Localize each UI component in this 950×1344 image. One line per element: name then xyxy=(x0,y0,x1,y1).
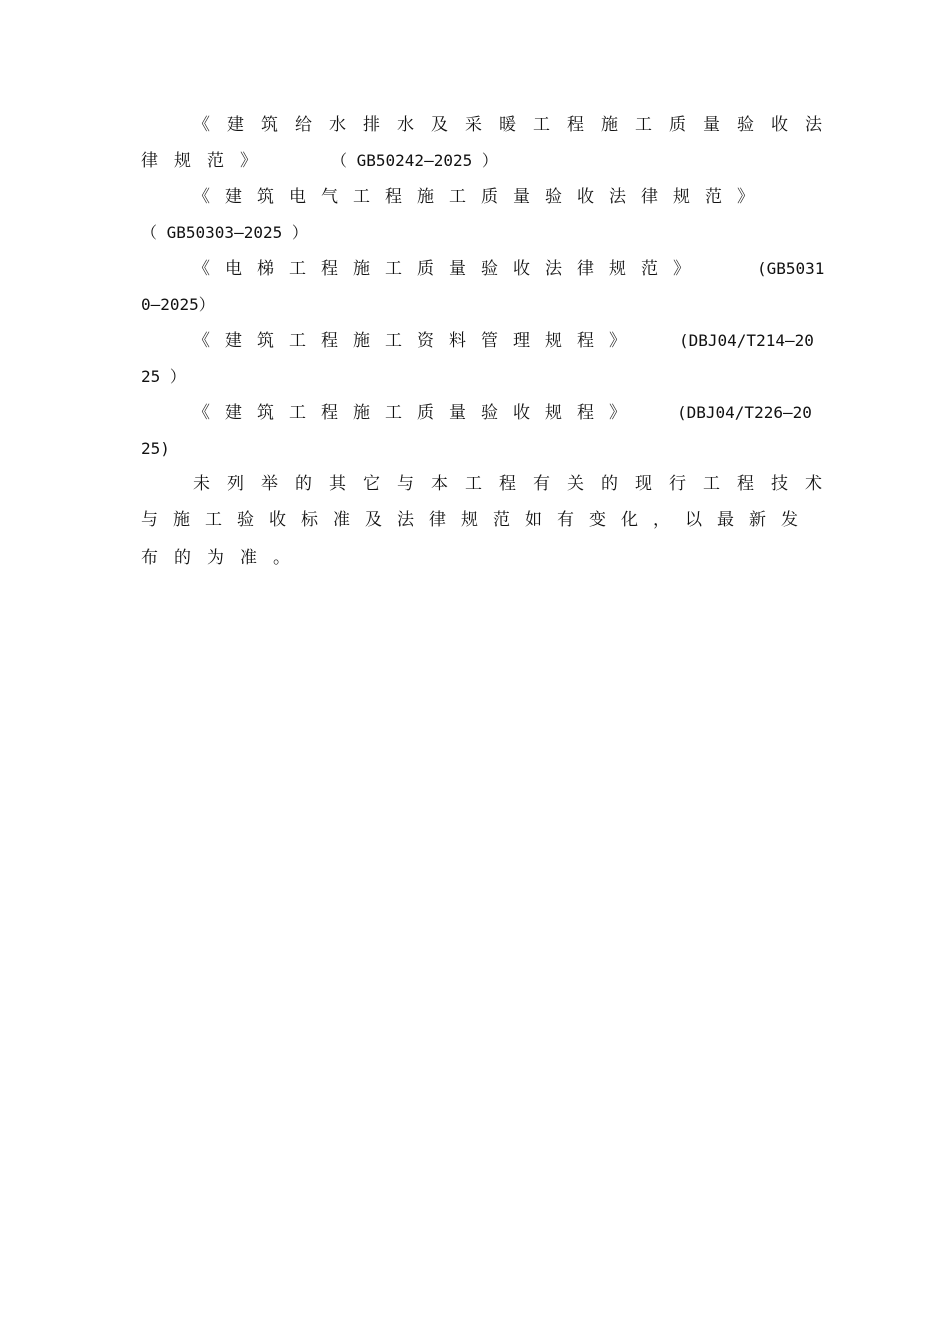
standard-title-water-heating: 《建筑给水排水及采暖工程施工质量验收法 xyxy=(193,115,839,135)
note-text-2: 与施工验收标准及法律规范如有变化，以最新发 xyxy=(141,510,813,530)
standard-title-water-heating-cont: 律规范》 xyxy=(141,151,273,171)
standard-line-8 xyxy=(141,362,186,392)
standard-code-dbj04-t214-end: 25 ） xyxy=(141,367,186,386)
note-line-1 xyxy=(193,469,839,499)
standard-line-7 xyxy=(193,326,814,356)
standard-title-electrical: 《建筑电气工程施工质量验收法律规范》 xyxy=(193,187,769,207)
standard-code-gb50303: （ GB50303—2025 ） xyxy=(141,223,308,242)
standard-line-3 xyxy=(193,182,769,212)
note-text-1: 未列举的其它与本工程有关的现行工程技术 xyxy=(193,474,839,494)
standard-code-gb50310-end: 0—2025） xyxy=(141,295,215,314)
standard-code-dbj04-t226-start: (DBJ04/T226—20 xyxy=(677,403,812,422)
standard-title-records-management: 《建筑工程施工资料管理规程》 xyxy=(193,331,641,351)
standard-title-elevator: 《电梯工程施工质量验收法律规范》 xyxy=(193,259,705,279)
standard-line-10 xyxy=(141,434,170,464)
note-line-3 xyxy=(141,543,306,573)
standard-line-6 xyxy=(141,290,215,320)
standard-line-9 xyxy=(193,398,812,428)
note-text-3: 布的为准。 xyxy=(141,548,306,568)
standard-code-gb50310-start: (GB5031 xyxy=(757,259,825,278)
standard-code-gb50242: （ GB50242—2025 ） xyxy=(331,151,498,170)
standard-line-5 xyxy=(193,254,824,284)
standard-code-dbj04-t214-start: (DBJ04/T214—20 xyxy=(679,331,814,350)
standard-code-dbj04-t226-end: 25) xyxy=(141,439,170,458)
note-line-2 xyxy=(141,505,813,535)
standard-line-4 xyxy=(141,218,308,248)
standard-line-2 xyxy=(141,146,498,176)
standard-title-quality-acceptance: 《建筑工程施工质量验收规程》 xyxy=(193,403,641,423)
standard-line-1 xyxy=(193,110,839,140)
